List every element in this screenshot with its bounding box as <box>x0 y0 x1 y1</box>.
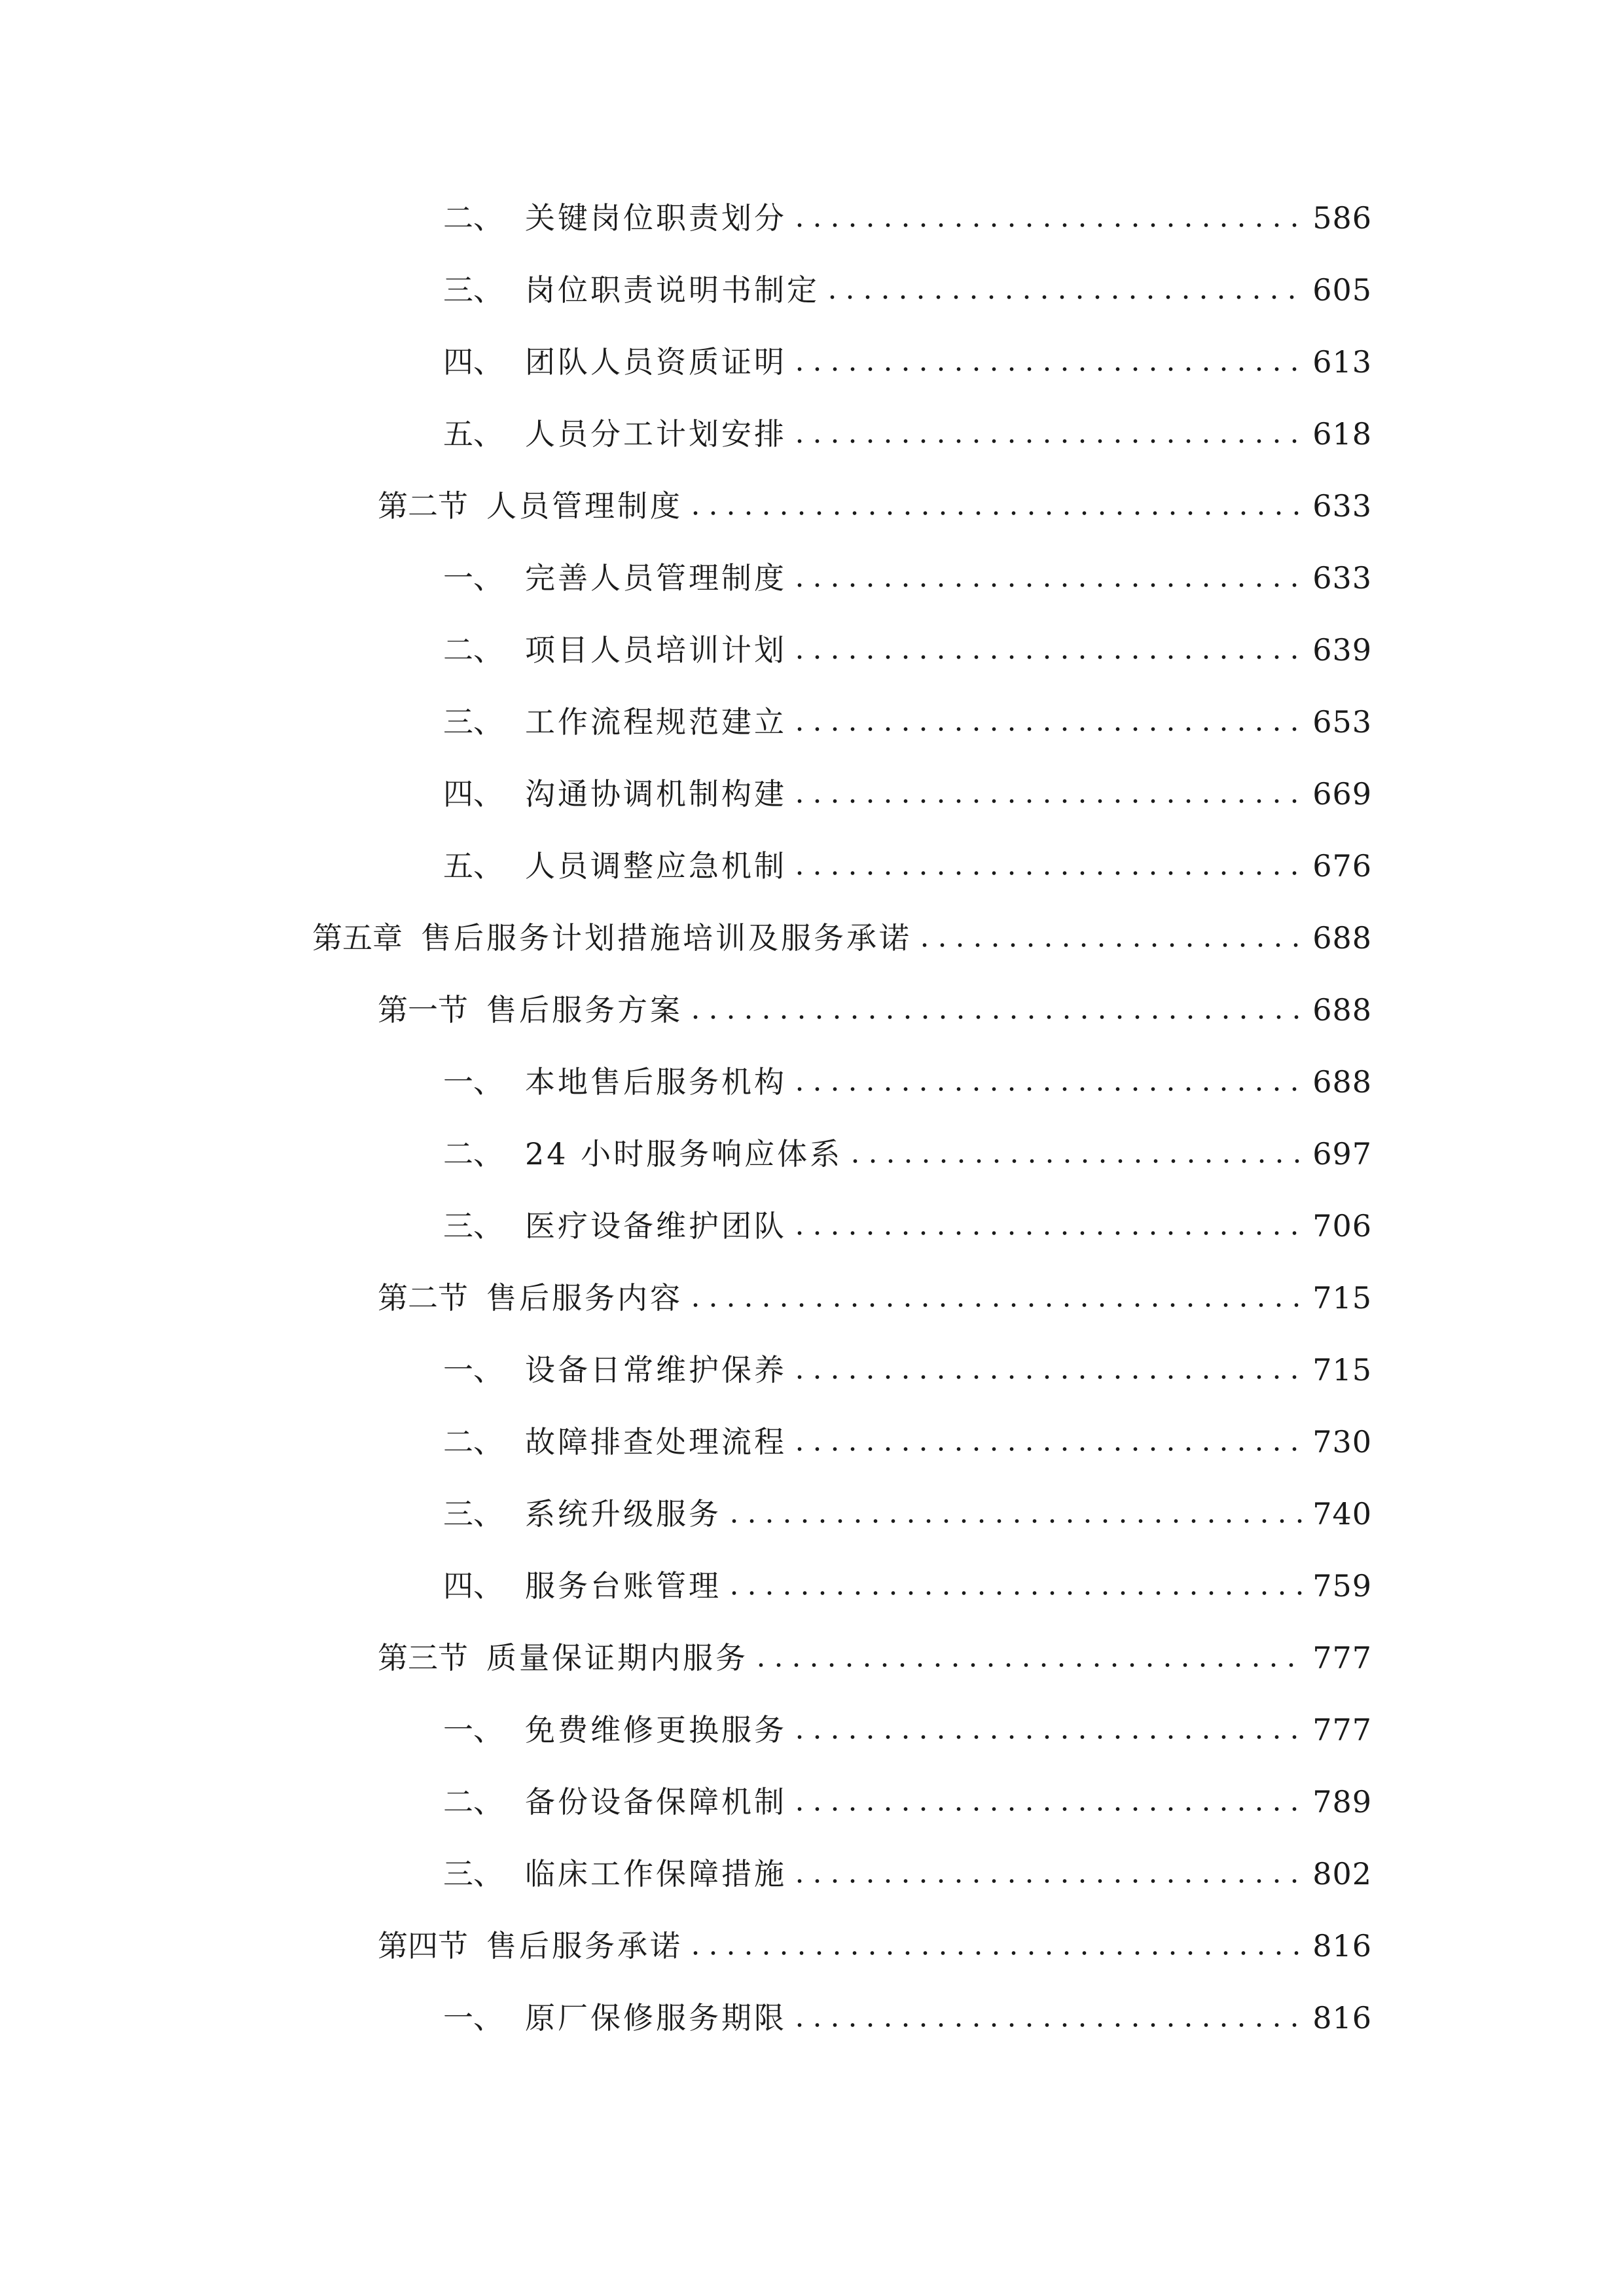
dot-leader <box>791 363 1306 376</box>
toc-entry-title: 本地售后服务机构 <box>525 1064 787 1100</box>
dot-leader <box>791 795 1306 808</box>
toc-entry-number: 一、 <box>443 560 503 596</box>
toc-entry[interactable] <box>443 1488 1372 1540</box>
toc-entry-number: 三、 <box>443 1856 503 1892</box>
toc-entry-page: 653 <box>1312 704 1372 740</box>
toc-entry-page: 730 <box>1312 1424 1372 1460</box>
toc-entry-title: 服务台账管理 <box>525 1568 721 1604</box>
toc-entry-page: 639 <box>1312 632 1372 668</box>
toc-entry-page: 759 <box>1312 1568 1372 1604</box>
toc-entry[interactable] <box>378 1920 1372 1972</box>
toc-entry-number: 第二节 <box>378 1280 468 1316</box>
toc-entry-title: 24 小时服务响应体系 <box>525 1136 843 1172</box>
toc-entry-title: 关键岗位职责划分 <box>525 200 787 236</box>
dot-leader <box>687 1011 1306 1024</box>
toc-entry-title: 临床工作保障措施 <box>525 1856 787 1892</box>
toc-entry[interactable] <box>443 1128 1372 1180</box>
dot-leader <box>791 651 1306 664</box>
toc-entry[interactable] <box>443 552 1372 604</box>
toc-entry[interactable] <box>378 1272 1372 1324</box>
toc-entry-page: 816 <box>1312 2000 1372 2036</box>
toc-entry-title: 人员管理制度 <box>486 488 683 524</box>
toc-entry[interactable] <box>443 696 1372 748</box>
toc-entry[interactable] <box>443 1704 1372 1756</box>
toc-entry-title: 售后服务内容 <box>486 1280 683 1316</box>
toc-entry-title: 备份设备保障机制 <box>525 1784 787 1820</box>
toc-entry-page: 676 <box>1312 848 1372 884</box>
dot-leader <box>791 1443 1306 1456</box>
dot-leader <box>791 1371 1306 1384</box>
toc-entry-title: 团队人员资质证明 <box>525 344 787 380</box>
dot-leader <box>791 2018 1306 2032</box>
toc-entry-title: 人员分工计划安排 <box>525 416 787 452</box>
dot-leader <box>823 291 1306 304</box>
toc-entry-page: 613 <box>1312 344 1372 380</box>
toc-entry-page: 618 <box>1312 416 1372 452</box>
toc-entry[interactable] <box>443 1560 1372 1612</box>
toc-entry-page: 777 <box>1312 1712 1372 1748</box>
toc-entry-number: 三、 <box>443 1496 503 1532</box>
toc-entry-number: 四、 <box>443 344 503 380</box>
toc-entry[interactable] <box>443 192 1372 244</box>
toc-entry-title: 完善人员管理制度 <box>525 560 787 596</box>
toc-entry-number: 二、 <box>443 1424 503 1460</box>
dot-leader <box>791 1083 1306 1096</box>
toc-entry-page: 802 <box>1312 1856 1372 1892</box>
toc-entry-number: 二、 <box>443 1784 503 1820</box>
toc-entry-title: 医疗设备维护团队 <box>525 1208 787 1244</box>
toc-entry[interactable] <box>443 768 1372 820</box>
toc-entry[interactable] <box>443 1344 1372 1396</box>
toc-entry-number: 第四节 <box>378 1928 468 1964</box>
toc-entry-title: 岗位职责说明书制定 <box>525 272 820 308</box>
dot-leader <box>791 579 1306 592</box>
toc-entry[interactable] <box>443 1056 1372 1108</box>
toc-entry[interactable] <box>443 1776 1372 1828</box>
toc-entry-page: 688 <box>1312 1064 1372 1100</box>
dot-leader <box>725 1515 1306 1528</box>
dot-leader <box>791 1803 1306 1816</box>
toc-entry[interactable] <box>443 1416 1372 1468</box>
toc-entry-title: 项目人员培训计划 <box>525 632 787 668</box>
toc-entry-title: 原厂保修服务期限 <box>525 2000 787 2036</box>
toc-entry[interactable] <box>378 984 1372 1036</box>
toc-entry-title: 售后服务方案 <box>486 992 683 1028</box>
toc-entry-page: 633 <box>1312 488 1372 524</box>
toc-entry-number: 一、 <box>443 1712 503 1748</box>
toc-entry[interactable] <box>443 1992 1372 2044</box>
toc-entry-title: 售后服务计划措施培训及服务承诺 <box>421 920 912 956</box>
toc-entry[interactable] <box>443 336 1372 388</box>
dot-leader <box>791 723 1306 736</box>
dot-leader <box>687 507 1306 520</box>
toc-entry[interactable] <box>312 912 1372 964</box>
toc-entry-page: 688 <box>1312 920 1372 956</box>
toc-entry[interactable] <box>443 1200 1372 1252</box>
toc-entry-page: 697 <box>1312 1136 1372 1172</box>
toc-entry-number: 四、 <box>443 1568 503 1604</box>
toc-entry-title: 设备日常维护保养 <box>525 1352 787 1388</box>
toc-entry-page: 816 <box>1312 1928 1372 1964</box>
toc-entry-number: 四、 <box>443 776 503 812</box>
toc-entry-number: 第一节 <box>378 992 468 1028</box>
toc-entry-number: 二、 <box>443 632 503 668</box>
toc-entry-title: 免费维修更换服务 <box>525 1712 787 1748</box>
toc-entry-title: 售后服务承诺 <box>486 1928 683 1964</box>
toc-entry[interactable] <box>378 480 1372 532</box>
toc-entry-page: 605 <box>1312 272 1372 308</box>
toc-entry-title: 质量保证期内服务 <box>486 1640 748 1676</box>
dot-leader <box>791 1227 1306 1240</box>
toc-entry[interactable] <box>443 264 1372 316</box>
toc-entry-page: 777 <box>1312 1640 1372 1676</box>
toc-entry-number: 五、 <box>443 848 503 884</box>
toc-entry-number: 一、 <box>443 1064 503 1100</box>
toc-entry-page: 789 <box>1312 1784 1372 1820</box>
toc-entry-number: 一、 <box>443 1352 503 1388</box>
toc-entry-page: 669 <box>1312 776 1372 812</box>
dot-leader <box>687 1946 1306 1960</box>
toc-entry[interactable] <box>443 408 1372 460</box>
toc-entry[interactable] <box>443 1848 1372 1900</box>
toc-entry-number: 第三节 <box>378 1640 468 1676</box>
toc-entry-title: 沟通协调机制构建 <box>525 776 787 812</box>
toc-entry-title: 工作流程规范建立 <box>525 704 787 740</box>
toc-entry-page: 740 <box>1312 1496 1372 1532</box>
toc-entry-title: 人员调整应急机制 <box>525 848 787 884</box>
toc-entry-title: 故障排查处理流程 <box>525 1424 787 1460</box>
dot-leader <box>791 219 1306 232</box>
dot-leader <box>791 435 1306 448</box>
toc-entry-page: 706 <box>1312 1208 1372 1244</box>
toc-entry-page: 633 <box>1312 560 1372 596</box>
dot-leader <box>916 939 1306 952</box>
dot-leader <box>752 1659 1306 1672</box>
toc-entry-number: 三、 <box>443 272 503 308</box>
toc-entry-number: 二、 <box>443 1136 503 1172</box>
dot-leader <box>687 1299 1306 1312</box>
toc-entry-number: 三、 <box>443 1208 503 1244</box>
toc-entry-number: 第五章 <box>312 920 403 956</box>
toc-entry[interactable] <box>378 1632 1372 1684</box>
dot-leader <box>791 1731 1306 1744</box>
dot-leader <box>791 1874 1306 1888</box>
dot-leader <box>791 867 1306 880</box>
toc-entry-title: 系统升级服务 <box>525 1496 721 1532</box>
toc-entry-page: 715 <box>1312 1352 1372 1388</box>
toc-entry-page: 688 <box>1312 992 1372 1028</box>
toc-entry-number: 第二节 <box>378 488 468 524</box>
toc-entry[interactable] <box>443 840 1372 892</box>
dot-leader <box>725 1587 1306 1600</box>
toc-entry-number: 三、 <box>443 704 503 740</box>
toc-entry[interactable] <box>443 624 1372 676</box>
toc-entry-page: 586 <box>1312 200 1372 236</box>
toc-entry-number: 一、 <box>443 2000 503 2036</box>
toc-entry-page: 715 <box>1312 1280 1372 1316</box>
dot-leader <box>846 1155 1306 1168</box>
toc-entry-number: 二、 <box>443 200 503 236</box>
toc-entry-number: 五、 <box>443 416 503 452</box>
